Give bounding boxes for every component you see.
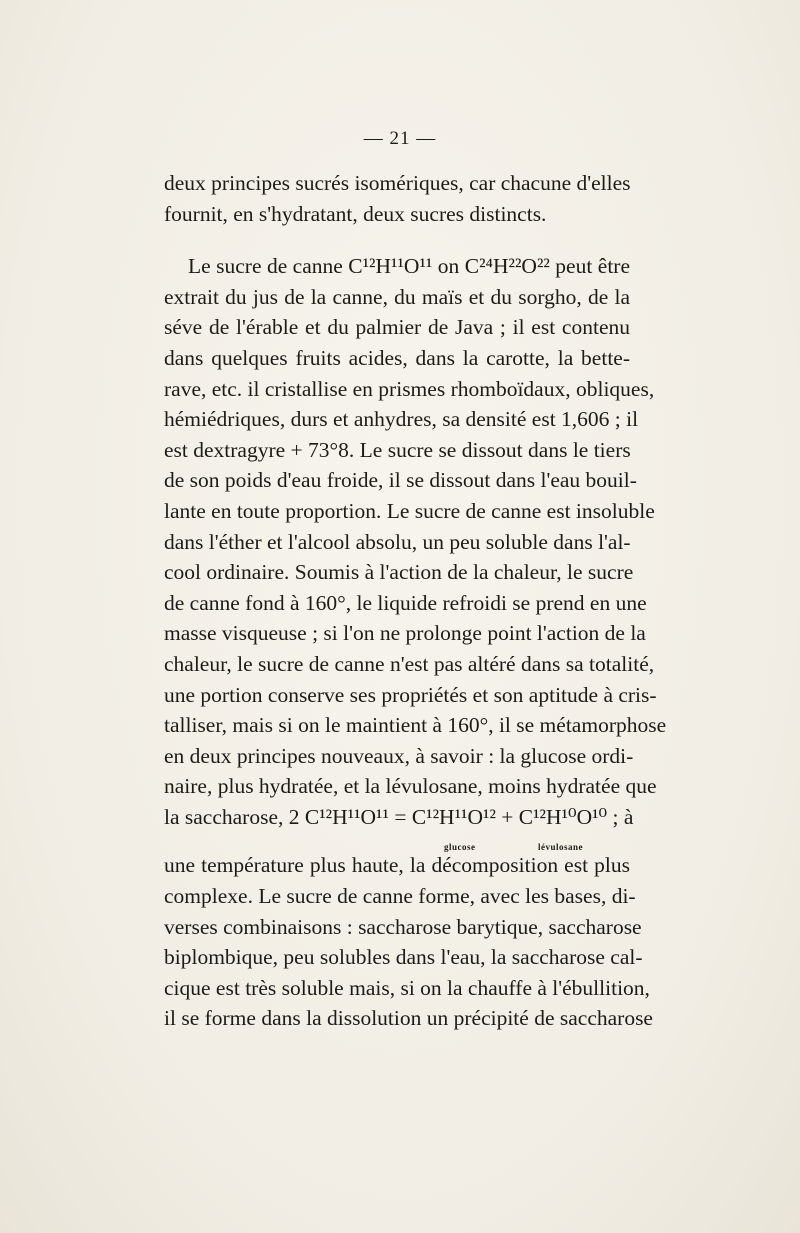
- text-line: masse visqueuse ; si l'on ne prolonge point l'action de la: [164, 621, 646, 646]
- formula-labels: [164, 832, 630, 853]
- text-line: il se forme dans la dissolution un précipité de saccharose: [164, 1006, 653, 1031]
- body-text: [164, 168, 667, 1034]
- text-line: biplombique, peu solubles dans l'eau, la saccharose cal-: [164, 945, 643, 970]
- text-line: fournit, en s'hydratant, deux sucres distincts.: [164, 201, 547, 226]
- formula-line: la saccharose, 2 C¹²H¹¹O¹¹ = C¹²H¹¹O¹² + C¹²H¹⁰O¹⁰ ; à: [164, 804, 634, 829]
- text-line: séve de l'érable et du palmier de Java ; il est contenu: [164, 315, 630, 340]
- text-line: extrait du jus de la canne, du maïs et du sorgho, de la: [164, 284, 630, 309]
- text-line: Le sucre de canne C¹²H¹¹O¹¹ on C²⁴H²²O²² peut être: [188, 254, 630, 279]
- text-line: en deux principes nouveaux, à savoir : la glucose ordi-: [164, 743, 634, 768]
- formula-label-levulosane: lévulosane: [538, 842, 584, 853]
- text-line: rave, etc. il cristallise en prismes rhomboïdaux, obliques,: [164, 376, 655, 401]
- text-line: cool ordinaire. Soumis à l'action de la chaleur, le sucre: [164, 560, 634, 585]
- text-line: dans quelques fruits acides, dans la carotte, la bette-: [164, 345, 630, 370]
- text-line: lante en toute proportion. Le sucre de canne est insoluble: [164, 498, 655, 523]
- formula-label-glucose: glucose: [444, 842, 476, 853]
- text-line: dans l'éther et l'alcool absolu, un peu soluble dans l'al-: [164, 529, 631, 554]
- text-line: hémiédriques, durs et anhydres, sa densité est 1,606 ; il: [164, 407, 639, 432]
- text-line: cique est très soluble mais, si on la chauffe à l'ébullition,: [164, 975, 650, 1000]
- text-line: est dextragyre + 73°8. Le sucre se dissout dans le tiers: [164, 437, 631, 462]
- text-line: verses combinaisons : saccharose barytique, saccharose: [164, 914, 642, 939]
- text-line: de son poids d'eau froide, il se dissout dans l'eau bouil-: [164, 468, 637, 493]
- paragraph-gap: [164, 229, 630, 251]
- text-line: chaleur, le sucre de canne n'est pas altéré dans sa totalité,: [164, 651, 655, 676]
- page-number-header: — 21 —: [363, 128, 437, 149]
- text-line: deux principes sucrés isomériques, car chacune d'elles: [164, 171, 631, 195]
- text-line: talliser, mais si on le maintient à 160°, il se métamorphose: [164, 713, 667, 738]
- text-line: de canne fond à 160°, le liquide refroidi se prend en une: [164, 590, 647, 615]
- text-line: une portion conserve ses propriétés et son aptitude à cris-: [164, 682, 657, 707]
- text-line: complexe. Le sucre de canne forme, avec les bases, di-: [164, 884, 636, 909]
- text-line: naire, plus hydratée, et la lévulosane, moins hydratée que: [164, 774, 657, 799]
- text-line: une température plus haute, la décomposition est plus: [164, 853, 630, 878]
